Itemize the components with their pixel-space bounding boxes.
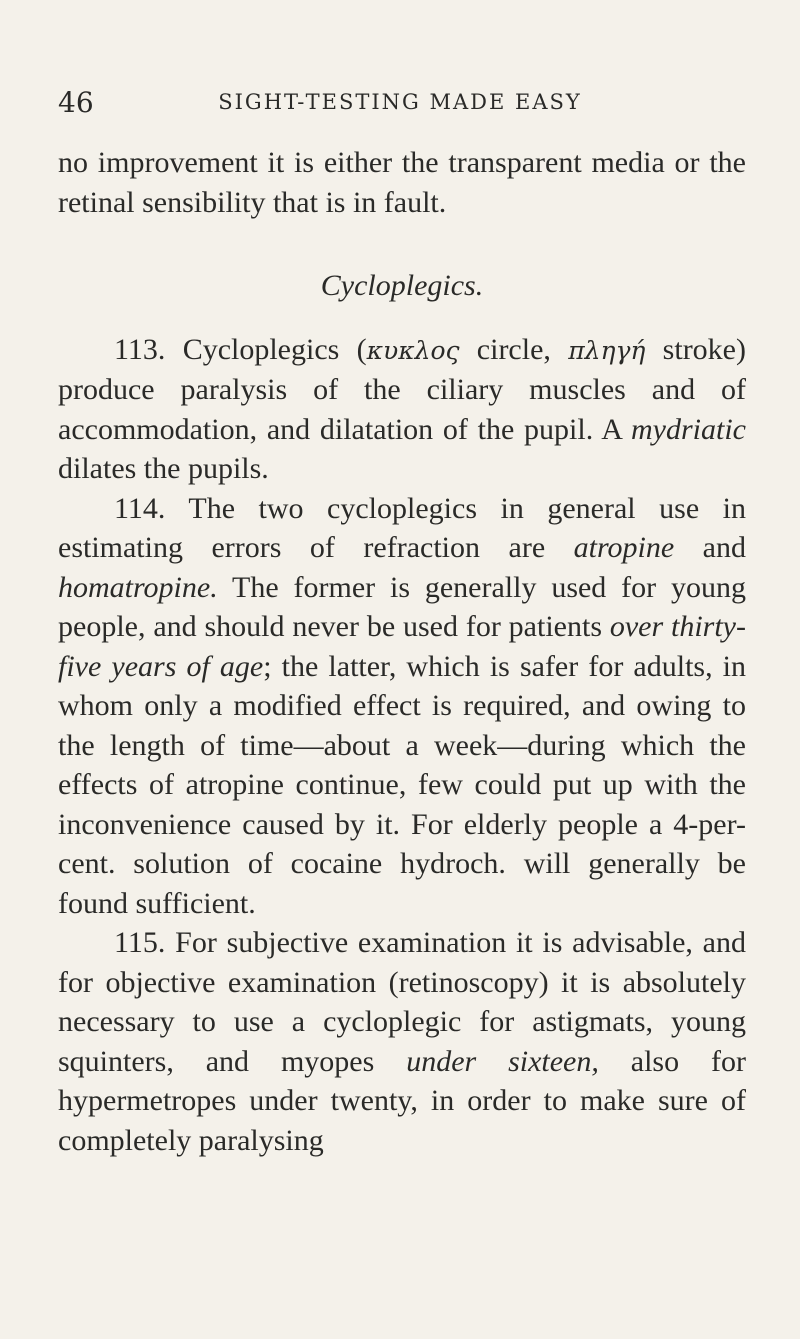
- text: and: [674, 531, 747, 564]
- text: For subjective examination it is advisable, and for objective examination (retinoscopy) it is absolutely necessary to use a cycloplegic for astigmats, young squinters, and myopes: [58, 926, 747, 1078]
- text: The former is generally used for young people, and should never be used for patients: [58, 570, 746, 643]
- page-body: [58, 143, 746, 1160]
- paragraph-number: 114.: [114, 491, 166, 525]
- greek-word: πληγή: [568, 335, 646, 365]
- text: ; the latter, which is safer for adults, in whom only a modified effect is required, and owing to the length of time—about a week—during which the effects of atropine continue, few could put up with the inconvenience caused by it. For elderly people a 4-per-cent. solution of cocaine hydroch. will generally be found sufficient.: [58, 649, 747, 920]
- paragraph-number: 113.: [114, 332, 166, 366]
- continuation-paragraph: no improvement it is either the transparent media or the retinal sensibility that is in fault.: [58, 146, 746, 219]
- text: also for hypermetropes under twenty, in order to make sure of completely paralysing: [58, 1044, 746, 1157]
- emphasis: mydriatic: [631, 412, 746, 446]
- emphasis: under sixteen,: [406, 1044, 599, 1078]
- greek-word: κυκλος: [366, 335, 460, 365]
- paragraph-114: [58, 489, 746, 924]
- text: stroke) produce paralysis of the ciliary muscles and of accommodation, and dilatation of the pupil. A: [58, 332, 746, 446]
- running-head: SIGHT-TESTING MADE EASY: [218, 90, 582, 114]
- paragraph-115: [58, 923, 746, 1160]
- emphasis: homatropine.: [58, 570, 218, 604]
- page-header: [58, 86, 742, 126]
- text: Cycloplegics (: [182, 332, 367, 366]
- paragraph-113: [58, 330, 746, 489]
- text: circle,: [459, 332, 569, 366]
- emphasis: atropine: [573, 531, 675, 564]
- text: The two cycloplegics in general use in estimating errors of refraction are: [58, 491, 746, 564]
- text: dilates the pupils.: [58, 452, 269, 485]
- paragraph-number: 115.: [114, 926, 166, 959]
- section-title: Cycloplegics.: [320, 269, 484, 302]
- emphasis: over thirty-five years of age: [58, 610, 746, 683]
- page-number: 46: [58, 86, 94, 119]
